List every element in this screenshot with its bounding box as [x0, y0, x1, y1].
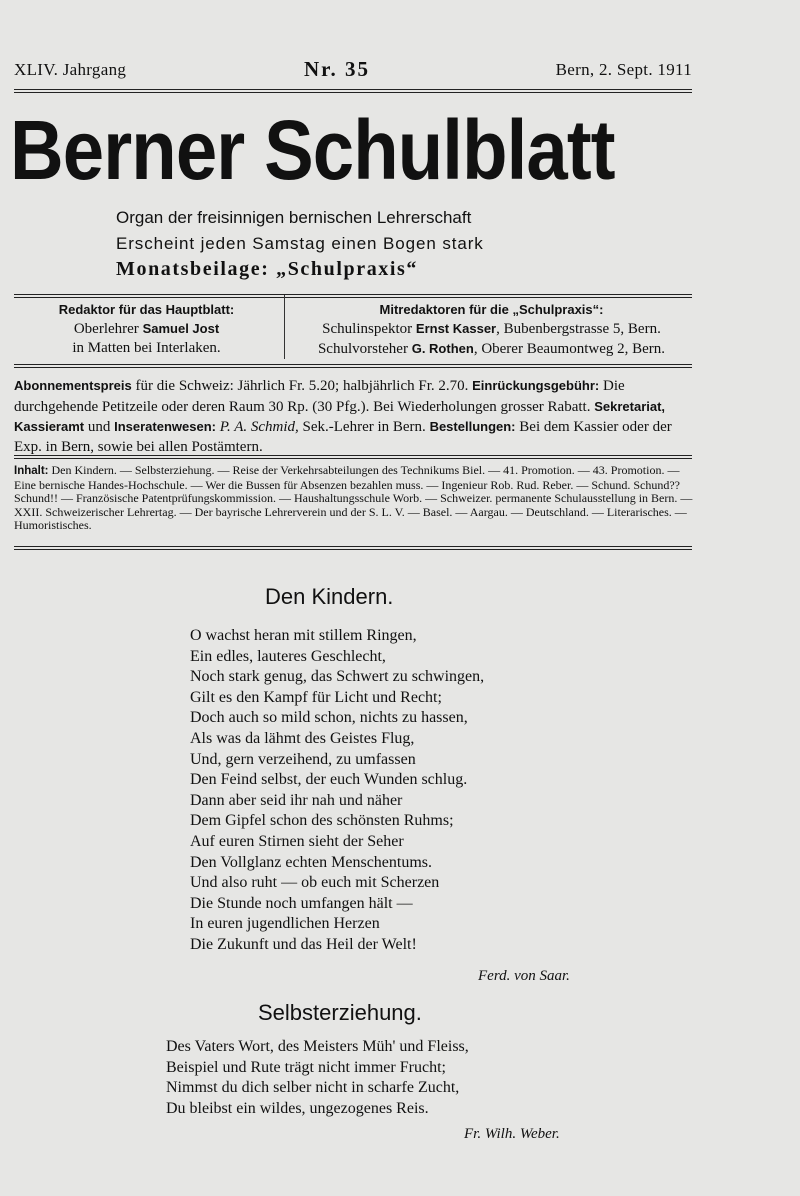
orders-label: Bestellungen:	[429, 419, 516, 434]
rule-editors-bottom-1	[14, 364, 692, 365]
main-editor-heading: Redaktor für das Hauptblatt:	[58, 302, 235, 317]
place-date: Bern, 2. Sept. 1911	[555, 60, 692, 79]
rule-top-1	[14, 89, 692, 90]
co-editor-2-name: G. Rothen	[411, 341, 474, 356]
main-editor-line2: in Matten bei Interlaken.	[72, 340, 221, 356]
rule-contents-bottom-1	[14, 546, 692, 547]
issue-number: Nr. 35	[304, 57, 371, 81]
poem-2-author: Fr. Wilh. Weber.	[464, 1126, 560, 1142]
rule-editors-top-2	[14, 297, 692, 298]
rule-top-2	[14, 92, 692, 93]
poem-line: In euren jugendlichen Herzen	[190, 915, 380, 933]
main-editor-name: Samuel Jost	[142, 321, 220, 336]
poem-line: Gilt es den Kampf für Licht und Recht;	[190, 688, 442, 706]
poem-line: Beispiel und Rute trägt nicht immer Frucht;	[166, 1058, 446, 1076]
poem-line: Des Vaters Wort, des Meisters Müh' und Fleiss,	[166, 1038, 469, 1055]
poem-line: Die Zukunft und das Heil der Welt!	[190, 935, 417, 953]
subtitle-schedule: Erscheint jeden Samstag einen Bogen stark	[116, 234, 484, 253]
poem-line: Du bleibst ein wildes, ungezogenes Reis.	[166, 1099, 429, 1117]
table-of-contents	[14, 464, 694, 533]
poem-line: Die Stunde noch umfangen hält —	[190, 894, 413, 912]
poem-line: Und also ruht — ob euch mit Scherzen	[190, 874, 440, 892]
subscription-info: Abonnementspreis für die Schweiz: Jährlich Fr. 5.20; halbjährlich Fr. 2.70. Einrückungsgebühr: Die durchgehende Petitzeile oder deren Raum 30 Rp. (30 Pfg.). Bei Wiederholungen grosser Rabatt. Sekretariat, Kassieramt und Inseratenwesen: P. A. Schmid, Sek.-Lehrer in Bern. Bestellungen: Bei dem Kassier oder der Exp. in Bern, sowie bei allen Postämtern.	[14, 378, 672, 455]
rule-contents-top-1	[14, 455, 692, 456]
co-editor-2: Schulvorsteher G. Rothen, Oberer Beaumontweg 2, Bern.	[317, 341, 666, 357]
co-editor-1-name: Ernst Kasser	[415, 321, 497, 336]
poem-line: Auf euren Stirnen sieht der Seher	[190, 832, 404, 850]
masthead	[14, 57, 692, 82]
subscription-price-label: Abonnementspreis	[14, 378, 132, 393]
poem-1-author: Ferd. von Saar.	[478, 968, 570, 984]
secretariat-name: P. A. Schmid,	[215, 419, 299, 435]
volume-label: XLIV. Jahrgang	[14, 60, 127, 79]
subtitle-supplement: Monatsbeilage: „Schulpraxis“	[116, 258, 419, 280]
co-editor-1: Schulinspektor Ernst Kasser, Bubenbergstrasse 5, Bern.	[322, 321, 661, 337]
poem-line: Und, gern verzeihend, zu umfassen	[190, 750, 416, 768]
poem-2-body	[166, 1037, 469, 1119]
poem-line: Doch auch so mild schon, nichts zu hassen,	[190, 709, 468, 727]
poem-line: Nimmst du dich selber nicht in scharfe Zucht,	[166, 1079, 460, 1097]
poem-line: Ein edles, lauteres Geschlecht,	[190, 647, 386, 665]
contents-text: Den Kindern. — Selbsterziehung. — Reise der Verkehrsabteilungen des Technikums Biel. — 41. Promotion. — 43. Promotion. — Eine bernische Handes-Hochschule. — Wer die Bussen für Absenzen bezahlen muss. — Ingenieur Rob. Rud. Reber. — Schund. Schund?? Schund!! — Französische Patentprüfungskommission. — Haushaltungsschule Worb. — Schweizer. permanente Schulausstellung in Bern. — XXII. Schweizerischer Lehrertag. — Der bayrische Lehrerverein und der S. L. V. — Basel. — Aargau. — Deutschland. — Literarisches. — Humoristisches.	[14, 463, 693, 532]
rule-editors-top-1	[14, 294, 692, 295]
poem-line: O wachst heran mit stillem Ringen,	[190, 627, 417, 644]
poem-line: Den Feind selbst, der euch Wunden schlug.	[190, 771, 468, 789]
main-editor	[14, 300, 279, 358]
rule-contents-bottom-2	[14, 549, 692, 550]
co-editors-heading: Mitredaktoren für die „Schulpraxis“:	[379, 302, 604, 317]
poem-1-body	[190, 626, 484, 956]
poem-line: Den Vollglanz echten Menschentums.	[190, 853, 433, 871]
poem-1-title: Den Kindern.	[265, 584, 394, 609]
secretariat-label: Sekretariat, Kassieramt	[14, 398, 666, 434]
poem-line: Als was da lähmt des Geistes Flug,	[190, 729, 415, 747]
poem-line: Dem Gipfel schon des schönsten Ruhms;	[190, 812, 454, 830]
poem-line: Noch stark genug, das Schwert zu schwingen,	[190, 668, 485, 686]
contents-label: Inhalt:	[14, 465, 49, 477]
editors-divider	[284, 295, 285, 359]
advertising-label: Inseratenwesen:	[114, 419, 216, 434]
poem-2-title: Selbsterziehung.	[258, 1000, 422, 1025]
co-editors	[289, 300, 694, 359]
editors-block	[14, 300, 692, 358]
rule-contents-top-2	[14, 458, 692, 459]
subtitle-organ: Organ der freisinnigen bernischen Lehrerschaft	[116, 208, 472, 227]
rule-editors-bottom-2	[14, 367, 692, 368]
poem-line: Dann aber seid ihr nah und näher	[190, 791, 403, 809]
insertion-fee-label: Einrückungsgebühr:	[472, 378, 600, 393]
main-editor-line1: Oberlehrer Samuel Jost	[73, 321, 220, 337]
newspaper-title: Berner Schulblatt	[10, 103, 615, 197]
